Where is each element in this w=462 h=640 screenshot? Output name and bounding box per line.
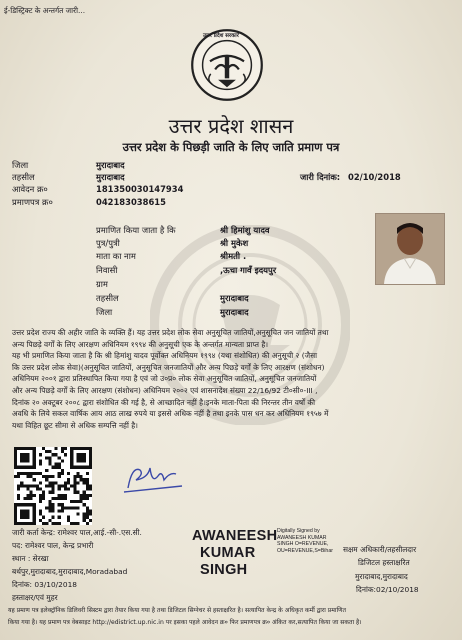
body-line: उत्तर प्रदेश राज्य की अहीर जाति के व्यक्ति हैं। यह उत्तर प्रदेश लोक सेवा अनुसूचित जातियों,अनुसूचित जन जातियों तथा xyxy=(12,328,329,337)
issuer-date: दिनांक: 03/10/2018 xyxy=(12,580,77,589)
issuer-address: बर्थपुर,मुरादाबाद,मुरादाबाद,Moradabad xyxy=(12,567,128,576)
issuer-sign-label: हस्ताक्षर/एवं मुहर xyxy=(12,593,58,602)
detail-label: तहसील xyxy=(96,293,119,303)
tehsil-label: तहसील xyxy=(12,172,35,182)
qr-code xyxy=(14,447,92,525)
body-line: दिनांक २० अक्टूबर २००८ द्वारा संशोधित की गई है, से आच्छादित नहीं है।इनके माता-पिता की निरन्तर तीन वर्षों की xyxy=(12,397,315,407)
footer-line: किया गया है। यह प्रमाण पत्र वेबसाइट http://edistrict.up.nic.in पर इसका पहले आवेदन क्र० फिर प्रमाणपत्र क्र० अंकित कर,सत्यापित किया जा सकता है। xyxy=(8,619,362,626)
certificate-body xyxy=(12,327,450,431)
issuer-officer: जारी कर्ता केन्द्र: रामेश्वर पाल,आई.-सी-.एस.सी. xyxy=(12,528,142,537)
digital-signature-name: AWANEESH KUMAR SINGH xyxy=(192,528,278,578)
issue-date-value: 02/10/2018 xyxy=(348,172,401,182)
page-subtitle: उत्तर प्रदेश के पिछड़ी जाति के लिए जाति प्रमाण पत्र xyxy=(122,140,340,154)
body-line: अवधि के लिये सकल वार्षिक आय आठ लाख रुपये या इससे अधिक नहीं है तथा इनके पास धन कर अधिनियम १९५७ में xyxy=(12,409,329,419)
issuer-place: स्थान : सेरखा xyxy=(12,554,49,563)
page-title: उत्तर प्रदेश शासन xyxy=(168,114,294,138)
footer-line: यह प्रमाण पत्र इलेक्ट्रॉनिक डिलिवरी सिस्टम द्वारा तैयार किया गया है तथा डिजिटल सिग्नेचर से हस्ताक्षरित है। सत्यापित केन्द्र के अधिकृत कर्मी द्वारा प्रमाणित xyxy=(8,607,346,614)
authority-place: मुरादाबाद,मुरादाबाद xyxy=(355,572,408,581)
body-line: यथा विहित छूट सीमा से अधिक सम्पत्ति नहीं है। xyxy=(12,420,138,430)
detail-label: निवासी xyxy=(96,265,118,275)
body-line: और अन्य पिछड़े वर्गों के लिए आरक्षण (संशोधन) अधिनियम २००२ एवं शासनादेश संख्या 22/16/92 टी०सी०-III , xyxy=(12,385,318,395)
district-value: मुरादाबाद xyxy=(96,160,125,170)
authority-sign: डिजिटल हस्ताक्षरित xyxy=(358,558,410,567)
body-line: अन्य पिछड़े वर्गों के लिए आरक्षण अधिनियम १९९४ की अनुसूची एक के अन्तर्गत मान्यता प्राप्त है। xyxy=(12,339,269,349)
detail-label: पुत्र/पुत्री xyxy=(96,238,120,248)
detail-value: मुरादाबाद xyxy=(220,293,249,303)
up-govt-emblem-icon xyxy=(190,28,264,102)
detail-value: ,ऊचा गावँ इदयपुर xyxy=(220,265,277,275)
digital-signature-note: Digitally Signed by AWANEESH KUMAR SINGH O=REVENUE, OU=REVENUE,S=Bihar xyxy=(277,528,333,554)
authority-title: सक्षम अधिकारी/तहसीलदार xyxy=(343,545,417,554)
detail-value: श्रीमती . xyxy=(220,251,247,261)
detail-label: माता का नाम xyxy=(96,251,136,261)
issuer-post: पद: रामेश्वर पाल, केन्द्र प्रभारी xyxy=(12,541,94,550)
detail-value: श्री मुकेश xyxy=(220,238,249,248)
body-line: कि उत्तर प्रदेश लोक सेवा)(अनुसूचित जातियों, अनुसूचित जनजातियों और अन्य पिछड़े वर्गों के लिए आरक्षण (संशोधन) xyxy=(12,362,325,372)
application-label: आवेदन क्र० xyxy=(12,184,48,194)
district-label: जिला xyxy=(12,160,29,170)
applicant-photo xyxy=(375,213,445,285)
handwritten-signature xyxy=(118,458,188,498)
body-line: यह भी प्रमाणित किया जाता है कि श्री हिमांशु यादव पूर्वोक्त अधिनियम १९९४ (यथा संशोधित) की अनुसूची २ (जैसा xyxy=(12,351,317,361)
top-note: ई-डिस्ट्रिक्ट के अन्तर्गत जारी... xyxy=(4,6,86,15)
body-line: अधिनियम २००१ द्वारा प्रतिस्थापित किया गया है एवं जो उ०प्र० लोक सेवा अनुसूचित जातियों, अनुसूचित जनजातियों xyxy=(12,374,317,384)
issue-date-label: जारी दिनांक: xyxy=(300,172,341,182)
certificate-value: 042183038615 xyxy=(96,197,166,207)
detail-value: श्री हिमांशु यादव xyxy=(220,225,270,235)
tehsil-value: मुरादाबाद xyxy=(96,172,125,182)
detail-label: प्रमाणित किया जाता है कि xyxy=(96,225,176,235)
certificate-label: प्रमाणपत्र क्र० xyxy=(12,197,53,207)
emblem-text: उत्तर प्रदेश सरकार xyxy=(203,33,239,39)
detail-label: जिला xyxy=(96,307,113,317)
detail-value: मुरादाबाद xyxy=(220,307,249,317)
detail-label: ग्राम xyxy=(96,279,108,289)
authority-date: दिनांक:02/10/2018 xyxy=(356,585,419,594)
application-value: 181350030147934 xyxy=(96,184,184,194)
